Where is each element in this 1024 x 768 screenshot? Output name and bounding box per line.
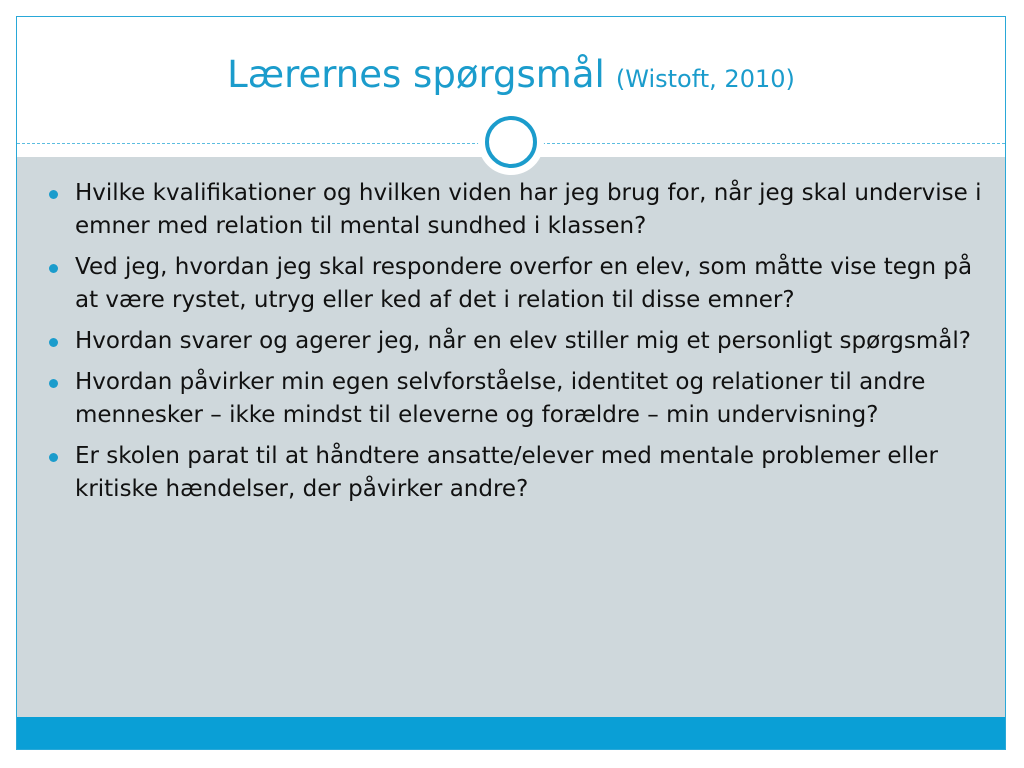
- bullet-item: [49, 177, 999, 243]
- bullet-text: Hvordan svarer og agerer jeg, når en elev stiller mig et personligt spørgsmål?: [75, 328, 971, 354]
- ring-icon: [485, 116, 537, 168]
- bullet-item: [49, 325, 999, 358]
- bullet-item: [49, 440, 999, 506]
- bullet-item: [49, 366, 999, 432]
- bullet-dot-icon: [49, 453, 58, 462]
- bullet-dot-icon: [49, 379, 58, 388]
- bullet-dot-icon: [49, 264, 58, 273]
- bullet-text: Hvordan påvirker min egen selvforståelse, identitet og relationer til andre mennesker – ikke mindst til eleverne og forældre – min undervisning?: [75, 369, 926, 428]
- slide-title: [17, 53, 1005, 96]
- title-citation: (Wistoft, 2010): [615, 65, 795, 93]
- slide: [16, 16, 1006, 750]
- title-text: Lærernes spørgsmål: [227, 53, 605, 96]
- circle-ornament-icon: [478, 109, 544, 175]
- bullet-dot-icon: [49, 338, 58, 347]
- bullet-dot-icon: [49, 190, 58, 199]
- bottom-bar: [17, 717, 1005, 750]
- bullet-text: Ved jeg, hvordan jeg skal respondere overfor en elev, som måtte vise tegn på at være rystet, utryg eller ked af det i relation til disse emner?: [75, 254, 973, 313]
- bullet-item: [49, 251, 999, 317]
- bullet-text: Er skolen parat til at håndtere ansatte/elever med mentale problemer eller kritiske hændelser, der påvirker andre?: [75, 443, 938, 502]
- bullet-text: Hvilke kvalifikationer og hvilken viden har jeg brug for, når jeg skal undervise i emner med relation til mental sundhed i klassen?: [75, 180, 982, 239]
- bullet-list: [49, 177, 999, 514]
